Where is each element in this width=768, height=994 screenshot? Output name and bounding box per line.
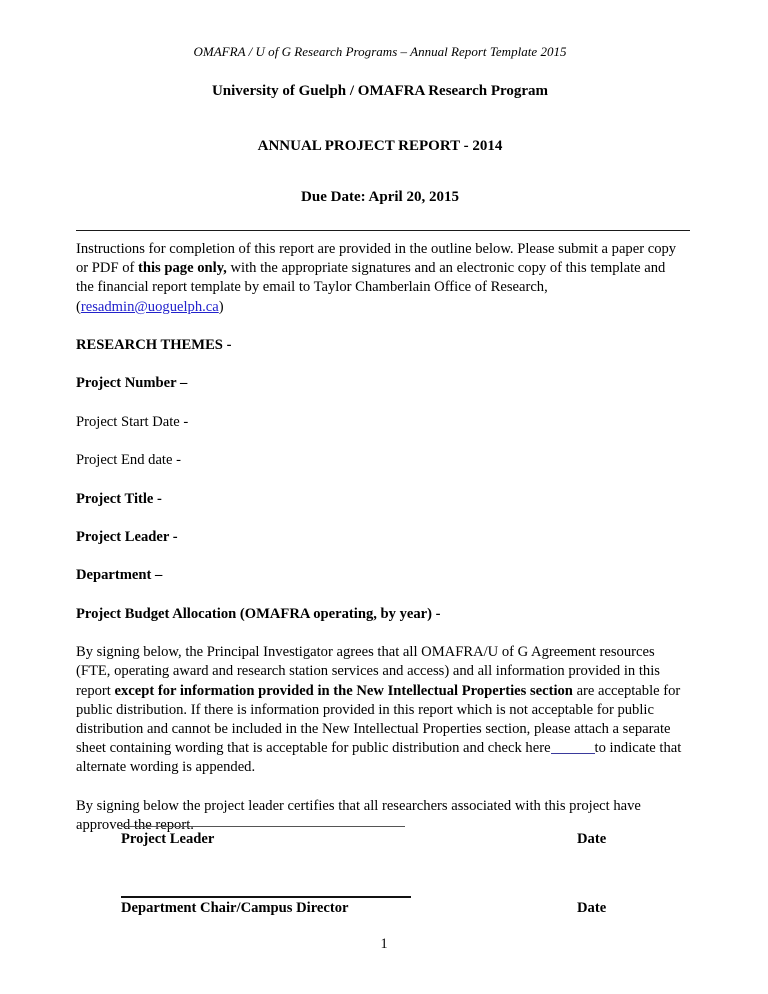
field-project-leader: Project Leader - <box>76 528 178 545</box>
alternate-wording-checkbox-blank[interactable] <box>551 753 595 754</box>
page-number: 1 <box>380 936 388 952</box>
field-research-themes: RESEARCH THEMES - <box>76 337 232 353</box>
resadmin-email-link[interactable]: resadmin@uoguelph.ca <box>80 298 219 315</box>
document-due-date: Due Date: April 20, 2015 <box>301 189 459 205</box>
field-project-end-date: Project End date - <box>76 452 181 469</box>
instructions-text-part-1: Instructions for completion of this report are provided in the outline below. Please submit a paper copy or PDF of <box>76 241 677 277</box>
document-title-report: ANNUAL PROJECT REPORT - 2014 <box>257 138 503 154</box>
field-project-start-date: Project Start Date - <box>76 413 189 430</box>
instructions-text-part-2: with the appropriate signatures and an electronic copy of this template and the financial report template by email to Taylor Chamberlain Office of Research, ( <box>76 260 666 315</box>
field-project-title: Project Title - <box>76 490 162 507</box>
instructions-emphasis: this page only, <box>138 260 227 277</box>
header-divider <box>76 230 690 231</box>
instructions-paragraph <box>76 240 684 317</box>
document-body <box>76 240 684 835</box>
consent-text-part-1: By signing below, the Principal Investigator agrees that all OMAFRA/U of G Agreement resources (FTE, operating award and research station services and access) and all information provided in this report <box>76 644 660 699</box>
consent-text-part-3: to indicate that alternate wording is appended. <box>76 740 682 776</box>
running-head: OMAFRA / U of G Research Programs – Annual Report Template 2015 <box>193 44 567 59</box>
department-chair-signature-line[interactable] <box>121 896 411 898</box>
field-project-budget-allocation: Project Budget Allocation (OMAFRA operating, by year) - <box>76 605 441 622</box>
department-chair-signature-label: Department Chair/Campus Director <box>121 900 349 916</box>
consent-text-part-2: are acceptable for public distribution. If there is information provided in this report which is not acceptable for public distribution and cannot be included in the New Intellectual Properties section, please attach a separate sheet containing wording that is acceptable for public distribution and check here <box>76 682 681 757</box>
field-department: Department – <box>76 567 163 584</box>
instructions-text-part-3: ) <box>218 298 224 315</box>
certification-paragraph: By signing below the project leader certifies that all researchers associated with this project have approved the report. <box>76 797 641 833</box>
department-chair-date-label: Date <box>577 900 607 916</box>
consent-paragraph <box>76 643 684 777</box>
consent-emphasis: except for information provided in the New Intellectual Properties section <box>114 682 573 699</box>
document-title-primary: University of Guelph / OMAFRA Research Program <box>211 83 549 99</box>
field-project-number: Project Number – <box>76 375 188 392</box>
project-leader-signature-label: Project Leader <box>121 831 215 847</box>
project-leader-date-label: Date <box>577 831 607 847</box>
project-leader-signature-line[interactable] <box>121 826 405 827</box>
